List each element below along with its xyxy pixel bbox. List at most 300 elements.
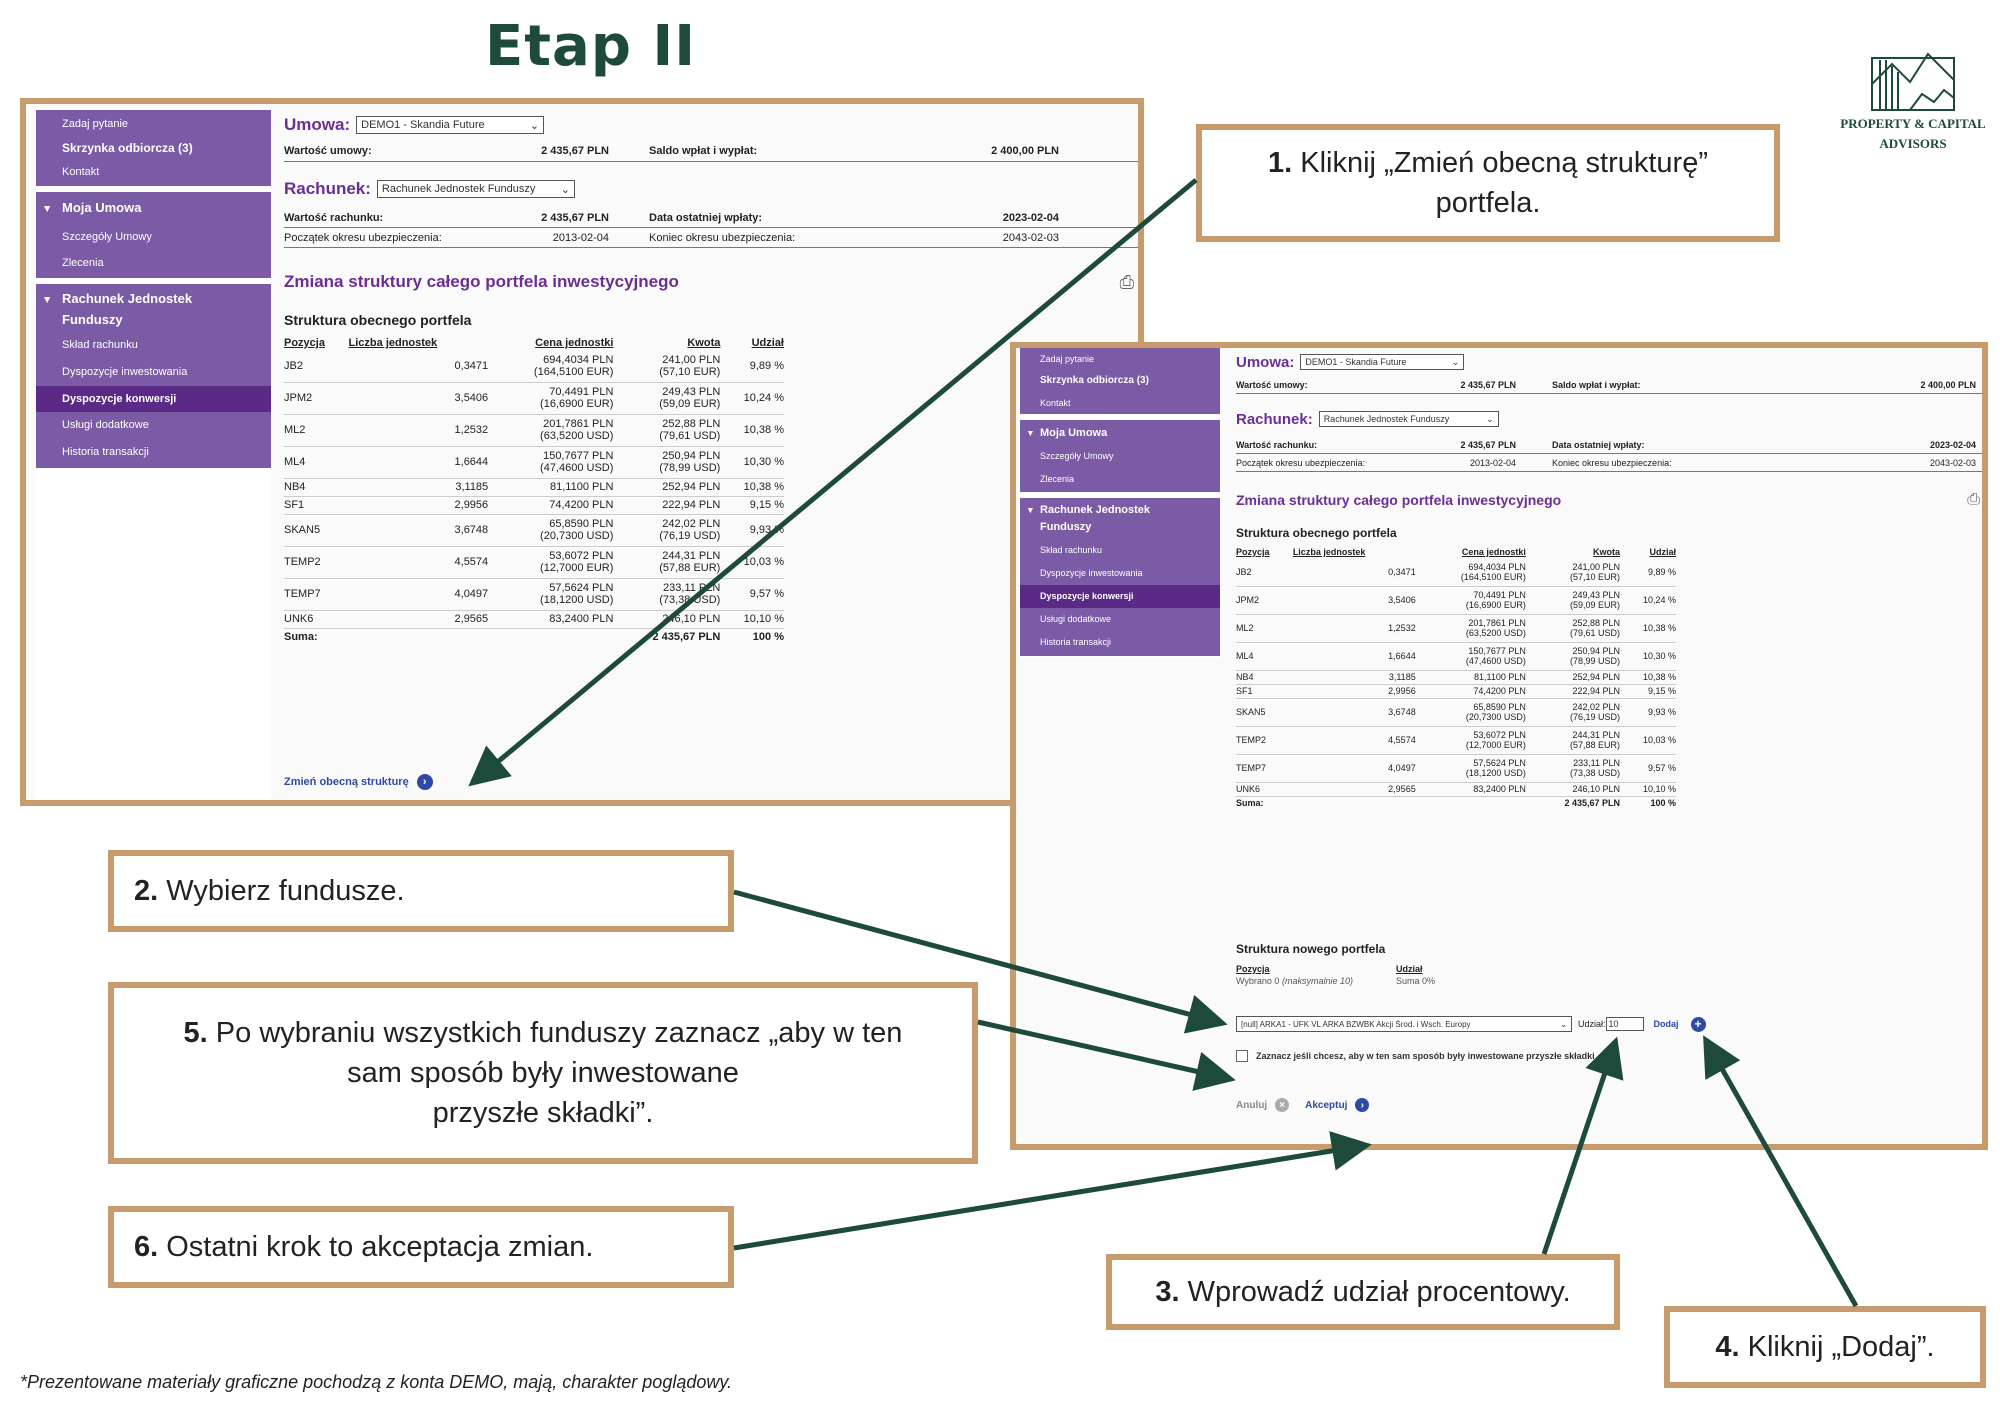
new-col-share: Udział <box>1396 964 1423 974</box>
cell-amount-value: 250,94 PLN <box>1572 646 1621 656</box>
table-row <box>284 610 784 628</box>
contract-value-row <box>1236 376 1984 394</box>
cell-amount-secondary: (57,10 EUR) <box>659 365 721 378</box>
cell-price-value: 694,4034 PLN <box>1468 561 1526 572</box>
cell-amount <box>613 382 720 414</box>
table-row <box>1236 782 1676 796</box>
triangle-down-icon: ▼ <box>42 204 53 215</box>
cell-share-value: 10,10 % <box>1642 784 1676 794</box>
table-row <box>284 514 784 546</box>
table-sum-row <box>284 628 784 646</box>
section-title: Zmiana struktury całego portfela inwestycyjnego <box>1236 492 1562 508</box>
cell-units <box>1293 726 1416 754</box>
cell-share <box>1620 754 1676 782</box>
cell-price <box>488 446 613 478</box>
cell-share <box>1620 614 1676 642</box>
cell-price-value: 70,4491 PLN <box>549 386 614 398</box>
cell-amount-secondary: (79,61 USD) <box>659 430 721 442</box>
callout-5-number: 5. <box>183 1017 208 1049</box>
cell-amount-value: 244,31 PLN <box>1572 730 1621 740</box>
cell-position <box>284 578 349 610</box>
cell-units <box>349 350 489 382</box>
cell-price-secondary: (16,6900 EUR) <box>1465 600 1526 610</box>
cell-position <box>1236 558 1293 586</box>
period-start-label: Początek okresu ubezpieczenia: <box>284 231 442 244</box>
page-title: Etap II <box>485 14 697 79</box>
account-value: 2 435,67 PLN <box>1460 439 1516 450</box>
cell-position-value: UNK6 <box>1236 784 1261 794</box>
cell-position <box>284 610 349 628</box>
cell-units-value: 1,6644 <box>1388 651 1416 661</box>
cell-position <box>284 446 349 478</box>
account-select[interactable] <box>377 180 575 198</box>
period-start-value: 2013-02-04 <box>552 231 609 244</box>
cell-amount <box>1526 642 1620 670</box>
cancel-button[interactable]: Anuluj <box>1236 1099 1268 1111</box>
cell-position <box>1236 698 1293 726</box>
callout-5-text-a: Po wybraniu wszystkich funduszy zaznacz „aby w ten <box>215 1017 903 1049</box>
sidebar-item-inbox[interactable]: Skrzynka odbiorcza (3) <box>1040 375 1149 386</box>
logo-line-1: PROPERTY & CAPITAL <box>1840 116 1986 131</box>
table-row <box>1236 642 1676 670</box>
cell-price-value: 74,4200 PLN <box>1473 686 1526 696</box>
cell-price-value: 57,5624 PLN <box>1473 758 1526 768</box>
cell-position-value: SF1 <box>284 499 305 511</box>
cell-units-value: 3,5406 <box>454 392 489 404</box>
cell-price-secondary: (18,1200 USD) <box>540 594 614 606</box>
cell-price-secondary: (164,5100 EUR) <box>533 365 614 378</box>
cell-amount-secondary: (59,09 EUR) <box>659 398 721 410</box>
cell-share <box>1620 698 1676 726</box>
cell-position <box>284 350 349 382</box>
cell-units-value: 3,6748 <box>454 524 489 536</box>
cell-position <box>284 496 349 514</box>
sidebar-item-contract-details[interactable]: Szczegóły Umowy <box>62 231 152 243</box>
cell-share-value: 10,38 % <box>1642 672 1676 682</box>
sidebar-item-inbox[interactable]: Skrzynka odbiorcza (3) <box>62 141 193 155</box>
sidebar-item-orders[interactable]: Zlecenia <box>1040 474 1075 484</box>
cell-price <box>1416 670 1526 684</box>
cell-share-value: 10,03 % <box>1642 735 1676 745</box>
cell-units <box>1293 782 1416 796</box>
cell-share-value: 9,93 % <box>1647 707 1676 717</box>
sidebar-block-funds <box>36 284 271 468</box>
fund-select-value: [null] ARKA1 - UFK VL ARKA BZWBK Akcji Środ. i Wsch. Europy <box>1241 1019 1471 1029</box>
cell-position <box>1236 586 1293 614</box>
col-position[interactable]: Pozycja <box>284 337 325 349</box>
cell-amount-value: 222,94 PLN <box>1572 686 1621 696</box>
sidebar-item-investment-orders[interactable]: Dyspozycje inwestowania <box>1040 568 1143 578</box>
chevron-down-icon: ⌄ <box>1451 356 1460 367</box>
balance-label: Saldo wpłat i wypłat: <box>1552 379 1641 390</box>
cell-position-value: JPM2 <box>1236 595 1260 605</box>
cell-amount <box>613 350 720 382</box>
cell-price <box>1416 558 1526 586</box>
sidebar-item-my-contract-label: Moja Umowa <box>62 200 142 215</box>
change-structure-link[interactable] <box>284 774 433 790</box>
section-title: Zmiana struktury całego portfela inwestycyjnego <box>284 272 679 291</box>
cell-share-value: 10,24 % <box>743 392 784 404</box>
footnote: *Prezentowane materiały graficzne pochodzą z konta DEMO, mają, charakter poglądowy. <box>20 1372 733 1392</box>
screenshot-current-portfolio <box>20 98 1144 806</box>
cell-units-value: 1,6644 <box>454 456 489 468</box>
cell-units <box>1293 642 1416 670</box>
cell-position <box>284 514 349 546</box>
cell-position <box>1236 684 1293 698</box>
contract-select-value: DEMO1 - Skandia Future <box>361 119 485 131</box>
cell-price-value: 81,1100 PLN <box>1474 672 1526 682</box>
cell-units <box>1293 670 1416 684</box>
cell-price-secondary: (12,7000 EUR) <box>1465 740 1526 750</box>
account-select[interactable] <box>1319 411 1499 427</box>
cell-share-value: 9,15 % <box>749 499 784 511</box>
cell-position-value: SKAN5 <box>1236 707 1266 717</box>
cell-share-value: 9,93 % <box>749 524 784 536</box>
cell-amount <box>1526 614 1620 642</box>
sidebar-item-fund-account-label-2: Funduszy <box>1040 521 1092 533</box>
cell-amount-secondary: (57,88 EUR) <box>659 562 721 574</box>
cell-price-value: 70,4491 PLN <box>1473 590 1526 600</box>
add-button[interactable]: Dodaj <box>1653 1019 1679 1029</box>
cell-amount-value: 222,94 PLN <box>662 499 721 511</box>
share-input[interactable] <box>1606 1017 1644 1031</box>
cell-amount-value: 244,31 PLN <box>662 550 721 562</box>
cell-share <box>1620 558 1676 586</box>
period-start-label: Początek okresu ubezpieczenia: <box>1236 457 1366 468</box>
printer-icon[interactable]: ⎙ <box>1119 271 1134 292</box>
cell-amount <box>1526 782 1620 796</box>
account-value-row <box>1236 436 1984 454</box>
cell-position-value: JB2 <box>1236 566 1252 577</box>
col-amount[interactable]: Kwota <box>1593 547 1621 557</box>
contract-select[interactable] <box>1300 354 1464 370</box>
structure-title: Struktura obecnego portfela <box>1236 526 1397 540</box>
account-select-value: Rachunek Jednostek Funduszy <box>1323 414 1450 424</box>
cell-price <box>1416 782 1526 796</box>
cell-amount-value: 242,02 PLN <box>1572 702 1621 712</box>
contract-label: Umowa: <box>1236 353 1295 371</box>
cell-price-value: 201,7861 PLN <box>543 418 614 430</box>
col-position[interactable]: Pozycja <box>1236 547 1270 557</box>
cell-share <box>1620 642 1676 670</box>
cell-share <box>720 496 784 514</box>
contract-label: Umowa: <box>284 115 351 134</box>
cell-units-value: 3,1185 <box>1388 672 1416 682</box>
cell-amount <box>1526 586 1620 614</box>
cell-units <box>349 414 489 446</box>
table-row <box>284 578 784 610</box>
cell-share-value: 10,30 % <box>743 456 784 468</box>
triangle-down-icon: ▼ <box>1026 428 1035 438</box>
cell-units-value: 0,3471 <box>454 359 489 372</box>
cell-share-value: 10,38 % <box>743 424 784 436</box>
mountain-building-icon <box>1870 40 1956 112</box>
sidebar-item-investment-orders[interactable]: Dyspozycje inwestowania <box>62 366 188 378</box>
cell-price-secondary: (18,1200 USD) <box>1465 768 1526 778</box>
sidebar-item-contact[interactable]: Kontakt <box>1040 398 1071 408</box>
sidebar-item-my-contract[interactable] <box>1020 422 1220 444</box>
share-input-value: 10 <box>1608 1019 1619 1029</box>
cell-amount-value: 249,43 PLN <box>1572 590 1621 600</box>
selected-count: Wybrano 0 <box>1236 976 1280 986</box>
cell-price-secondary: (164,5100 EUR) <box>1460 571 1526 582</box>
cell-position-value: TEMP7 <box>1236 763 1267 773</box>
table-row <box>284 478 784 496</box>
cell-units-value: 1,2532 <box>1388 623 1416 633</box>
cell-units-value: 3,5406 <box>1388 595 1416 605</box>
callout-4-text: Kliknij „Dodaj”. <box>1747 1331 1935 1363</box>
last-deposit-label: Data ostatniej wpłaty: <box>1552 439 1645 450</box>
balance-label: Saldo wpłat i wypłat: <box>649 144 758 157</box>
cell-price-value: 150,7677 PLN <box>1468 646 1526 656</box>
cell-position <box>1236 614 1293 642</box>
contract-value-label: Wartość umowy: <box>1236 379 1308 390</box>
cell-units <box>349 610 489 628</box>
future-contributions-checkbox[interactable] <box>1236 1050 1248 1062</box>
sidebar-item-fund-account[interactable] <box>1020 500 1220 539</box>
company-logo <box>1828 40 1998 152</box>
cell-share-value: 10,10 % <box>743 613 784 625</box>
contract-value-label: Wartość umowy: <box>284 144 372 157</box>
logo-line-2: ADVISORS <box>1879 136 1947 151</box>
portfolio-table <box>284 336 784 646</box>
cell-price <box>1416 614 1526 642</box>
callout-step-1 <box>1196 124 1780 242</box>
sidebar-item-conversion-orders[interactable]: Dyspozycje konwersji <box>1020 585 1220 608</box>
table-row <box>284 382 784 414</box>
cell-units-value: 2,9565 <box>454 613 489 625</box>
cell-amount-value: 241,00 PLN <box>662 353 721 366</box>
callout-6-text: Ostatni krok to akceptacja zmian. <box>166 1231 594 1263</box>
period-end-value: 2043-02-03 <box>1929 457 1976 468</box>
close-icon[interactable]: × <box>1275 1098 1289 1112</box>
col-units[interactable]: Liczba jednostek <box>1292 547 1366 557</box>
table-row <box>1236 698 1676 726</box>
cell-amount <box>1526 726 1620 754</box>
sum-label: Suma: <box>1236 798 1264 809</box>
cell-price <box>1416 642 1526 670</box>
cell-share <box>720 414 784 446</box>
cell-price <box>488 496 613 514</box>
cell-position-value: ML2 <box>284 424 306 436</box>
cell-amount <box>1526 754 1620 782</box>
cell-price-value: 53,6072 PLN <box>549 550 614 562</box>
triangle-down-icon: ▼ <box>42 295 53 306</box>
cell-price <box>488 578 613 610</box>
last-deposit-value: 2023-02-04 <box>1929 439 1976 450</box>
sum-empty <box>1416 796 1526 810</box>
sidebar-item-contact[interactable]: Kontakt <box>62 166 100 178</box>
chevron-down-icon: ⌄ <box>1486 413 1494 424</box>
contract-select-value: DEMO1 - Skandia Future <box>1305 357 1407 367</box>
plus-icon[interactable]: + <box>1691 1017 1706 1032</box>
cell-amount-secondary: (57,10 EUR) <box>1569 571 1621 582</box>
account-value-label: Wartość rachunku: <box>284 211 384 224</box>
cell-units-value: 4,5574 <box>454 556 489 568</box>
cell-units <box>349 446 489 478</box>
arrow-right-icon[interactable]: › <box>417 774 433 790</box>
cell-position-value: ML2 <box>1236 623 1254 633</box>
cell-price-secondary: (47,4600 USD) <box>540 462 614 474</box>
cell-amount-value: 246,10 PLN <box>1572 784 1621 794</box>
cell-position <box>284 478 349 496</box>
arrow-right-icon[interactable]: › <box>1355 1098 1369 1112</box>
sidebar-item-conversion-orders[interactable]: Dyspozycje konwersji <box>36 386 271 412</box>
table-row <box>1236 558 1676 586</box>
cell-price-secondary: (63,5200 USD) <box>1465 628 1526 638</box>
cell-share-value: 10,38 % <box>1642 623 1676 633</box>
col-price[interactable]: Cena jednostki <box>1461 547 1526 557</box>
accept-button[interactable]: Akceptuj <box>1305 1099 1348 1111</box>
cell-amount-secondary: (76,19 USD) <box>1569 712 1621 722</box>
col-price[interactable]: Cena jednostki <box>535 337 614 349</box>
structure-title: Struktura obecnego portfela <box>284 312 472 328</box>
cell-price <box>488 350 613 382</box>
triangle-down-icon: ▼ <box>1026 505 1035 515</box>
sidebar-item-account-composition[interactable]: Skład rachunku <box>1040 545 1103 555</box>
col-share[interactable]: Udział <box>751 337 784 349</box>
cell-units-value: 0,3471 <box>1388 566 1416 577</box>
table-row <box>284 350 784 382</box>
sidebar-item-transaction-history[interactable]: Historia transakcji <box>1040 637 1112 647</box>
account-select-value: Rachunek Jednostek Funduszy <box>381 183 536 195</box>
cell-position <box>1236 726 1293 754</box>
cell-amount <box>613 446 720 478</box>
cell-share <box>720 446 784 478</box>
callout-step-4 <box>1664 1306 1986 1388</box>
table-row <box>1236 670 1676 684</box>
cell-units <box>349 382 489 414</box>
cell-position-value: NB4 <box>284 481 306 493</box>
col-share[interactable]: Udział <box>1649 547 1676 557</box>
cell-share-value: 10,38 % <box>743 481 784 493</box>
cell-amount <box>613 496 720 514</box>
cell-amount-value: 241,00 PLN <box>1572 561 1621 572</box>
table-row <box>1236 754 1676 782</box>
cell-amount-value: 252,88 PLN <box>1572 618 1621 628</box>
sidebar-item-ask[interactable]: Zadaj pytanie <box>62 118 129 130</box>
sum-percent: 100 % <box>1650 798 1676 809</box>
cell-units <box>349 578 489 610</box>
cell-amount-value: 233,11 PLN <box>663 582 721 594</box>
sidebar-item-orders[interactable]: Zlecenia <box>62 257 104 269</box>
callout-1-text-a: Kliknij „Zmień obecną strukturę” <box>1300 147 1708 179</box>
contract-value-row <box>284 140 1144 162</box>
portfolio-table <box>1236 546 1676 810</box>
sidebar-item-additional-services[interactable]: Usługi dodatkowe <box>62 419 149 431</box>
sidebar-item-contract-details[interactable]: Szczegóły Umowy <box>1040 451 1114 461</box>
chevron-down-icon: ⌄ <box>1560 1019 1567 1029</box>
cell-position <box>1236 670 1293 684</box>
cell-price <box>1416 754 1526 782</box>
cell-price-secondary: (20,7300 USD) <box>540 530 614 542</box>
sidebar-item-ask[interactable]: Zadaj pytanie <box>1040 354 1095 364</box>
sidebar-item-fund-account[interactable] <box>36 286 271 332</box>
last-deposit-value: 2023-02-04 <box>1002 211 1059 224</box>
cell-position-value: SKAN5 <box>284 524 321 536</box>
cell-position <box>1236 754 1293 782</box>
col-units[interactable]: Liczba jednostek <box>348 337 438 349</box>
cell-price <box>1416 684 1526 698</box>
fund-select[interactable] <box>1236 1016 1572 1032</box>
sum-empty <box>488 628 613 646</box>
sum-empty <box>1293 796 1416 810</box>
cell-units-value: 4,0497 <box>454 588 489 600</box>
table-sum-row <box>1236 796 1676 810</box>
period-start-value: 2013-02-04 <box>1469 457 1516 468</box>
table-row <box>284 546 784 578</box>
table-row <box>284 446 784 478</box>
cell-amount <box>613 546 720 578</box>
cell-share-value: 10,30 % <box>1642 651 1676 661</box>
cell-amount-secondary: (78,99 USD) <box>659 462 721 474</box>
period-end-label: Koniec okresu ubezpieczenia: <box>1552 457 1672 468</box>
cell-position <box>284 546 349 578</box>
cell-price <box>488 478 613 496</box>
cell-amount <box>1526 558 1620 586</box>
change-structure-label[interactable]: Zmień obecną strukturę <box>284 776 409 788</box>
period-end-label: Koniec okresu ubezpieczenia: <box>649 231 796 244</box>
cell-share <box>720 478 784 496</box>
cell-share <box>720 578 784 610</box>
sidebar-item-account-composition[interactable]: Skład rachunku <box>62 339 138 351</box>
contract-select[interactable] <box>356 116 544 134</box>
callout-2-text: Wybierz fundusze. <box>166 875 405 907</box>
cell-price-value: 83,2400 PLN <box>1473 784 1526 794</box>
table-row <box>284 414 784 446</box>
cell-amount-value: 252,88 PLN <box>662 418 721 430</box>
table-row <box>1236 684 1676 698</box>
col-amount[interactable]: Kwota <box>687 337 721 349</box>
sum-percent: 100 % <box>752 631 784 644</box>
account-label: Rachunek: <box>284 179 371 198</box>
cell-share <box>1620 782 1676 796</box>
sidebar-item-additional-services[interactable]: Usługi dodatkowe <box>1040 614 1112 624</box>
new-structure-title: Struktura nowego portfela <box>1236 942 1386 956</box>
account-label: Rachunek: <box>1236 410 1313 428</box>
cell-share <box>1620 586 1676 614</box>
balance-value: 2 400,00 PLN <box>1920 379 1976 390</box>
cell-position-value: SF1 <box>1236 686 1253 696</box>
cell-position-value: NB4 <box>1236 672 1254 682</box>
cell-position-value: JPM2 <box>284 392 313 404</box>
cell-units <box>349 478 489 496</box>
chevron-down-icon: ⌄ <box>529 119 540 132</box>
sidebar-item-fund-account-label-1: Rachunek Jednostek <box>62 291 193 306</box>
cell-price <box>1416 698 1526 726</box>
table-row <box>1236 726 1676 754</box>
cell-amount <box>613 478 720 496</box>
insurance-period-row <box>284 228 1144 248</box>
cell-price-value: 57,5624 PLN <box>549 582 614 594</box>
cell-amount <box>613 610 720 628</box>
cell-price-secondary: (16,6900 EUR) <box>540 398 614 410</box>
cell-units <box>349 496 489 514</box>
sidebar-item-my-contract[interactable] <box>36 194 271 224</box>
cell-amount <box>1526 670 1620 684</box>
main-content <box>1236 352 1984 810</box>
cell-position-value: TEMP7 <box>284 588 321 600</box>
cell-price-secondary: (47,4600 USD) <box>1465 656 1526 666</box>
cell-share <box>1620 670 1676 684</box>
cell-price <box>488 382 613 414</box>
callout-3-text: Wprowadź udział procentowy. <box>1187 1276 1571 1308</box>
sidebar-item-transaction-history[interactable]: Historia transakcji <box>62 446 149 458</box>
printer-icon[interactable]: ⎙ <box>1967 491 1980 508</box>
sidebar-block-contact <box>1020 348 1220 414</box>
sum-value: 2 435,67 PLN <box>1564 798 1621 809</box>
account-value-row <box>284 208 1144 228</box>
